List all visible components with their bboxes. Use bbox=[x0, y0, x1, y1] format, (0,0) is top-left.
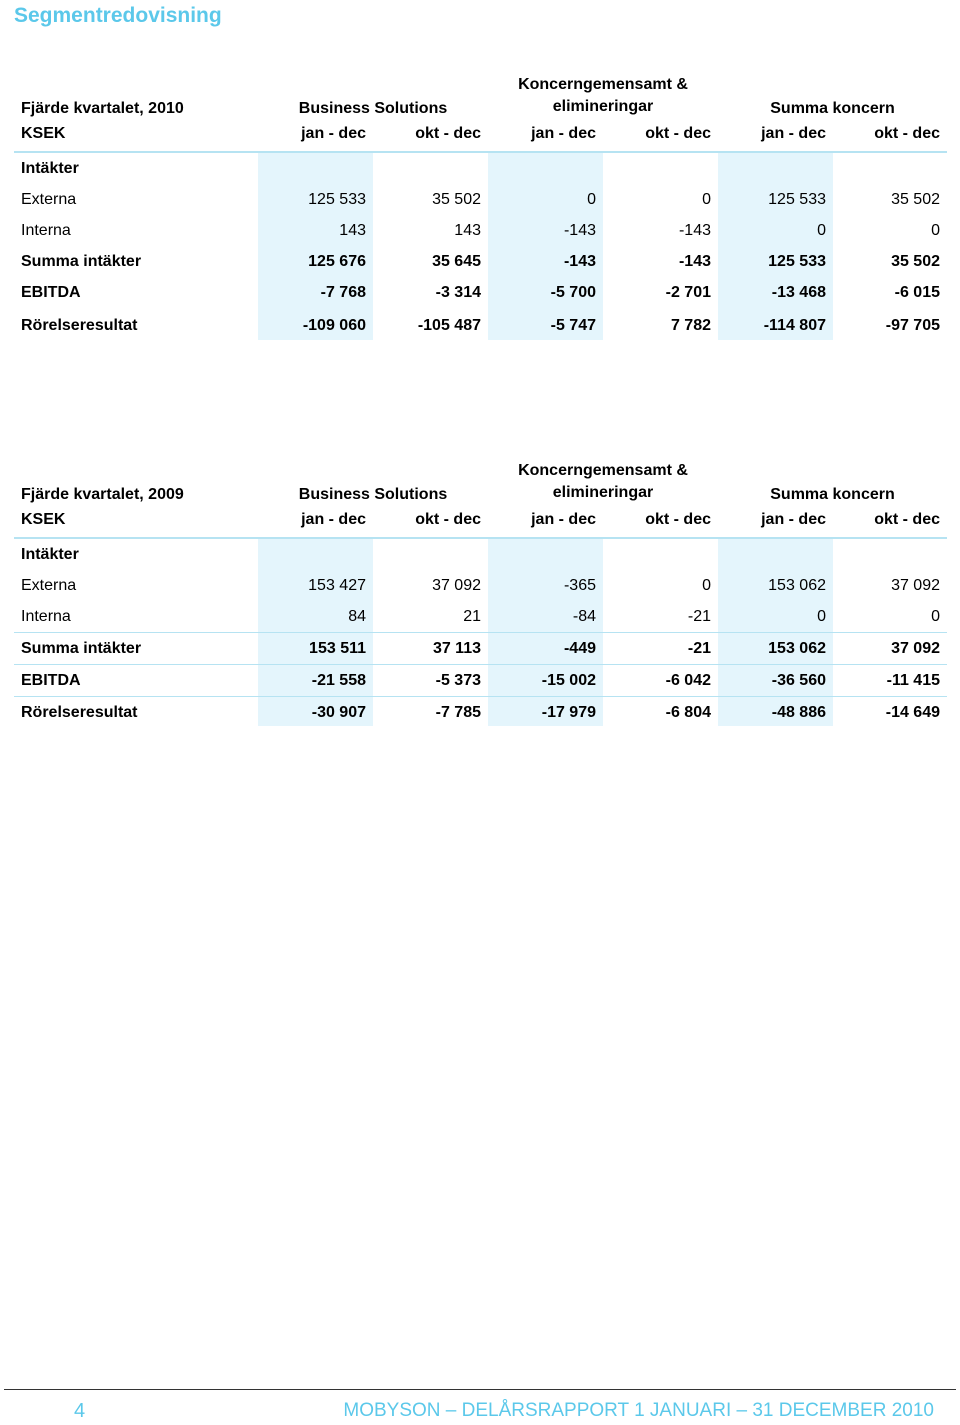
segment-table-2009 bbox=[14, 460, 947, 728]
col-header: okt - dec bbox=[415, 125, 481, 142]
cell-value: -36 560 bbox=[771, 672, 826, 689]
cell-value: -7 785 bbox=[435, 704, 481, 721]
cell-value: -84 bbox=[572, 608, 596, 625]
cell-value: 125 676 bbox=[308, 253, 366, 270]
cell-value: 125 533 bbox=[768, 253, 826, 270]
cell-value: 125 533 bbox=[308, 191, 366, 208]
table-row bbox=[14, 601, 947, 633]
col-header: jan - dec bbox=[301, 125, 366, 142]
cell-value: 0 bbox=[817, 608, 826, 625]
footer-page-number: 4 bbox=[74, 1400, 86, 1422]
row-label: Rörelseresultat bbox=[21, 704, 138, 721]
cell-value: -143 bbox=[678, 222, 711, 239]
cell-value: 143 bbox=[339, 222, 366, 239]
cell-value: 35 502 bbox=[891, 191, 940, 208]
cell-value: 37 092 bbox=[891, 577, 940, 594]
cell-value: -143 bbox=[678, 253, 711, 270]
cell-value: -6 015 bbox=[894, 284, 940, 301]
cell-value: 153 062 bbox=[768, 640, 826, 657]
cell-value: -21 bbox=[687, 608, 711, 625]
page-heading: Segmentredovisning bbox=[14, 4, 222, 27]
cell-value: 0 bbox=[931, 608, 940, 625]
cell-value: 125 533 bbox=[768, 191, 826, 208]
table-row bbox=[14, 277, 947, 308]
section-row bbox=[14, 153, 947, 184]
col-header: okt - dec bbox=[645, 125, 711, 142]
cell-value: -105 487 bbox=[417, 317, 481, 334]
col-header: jan - dec bbox=[761, 511, 826, 528]
segment-table-2010 bbox=[14, 74, 947, 341]
cell-value: 35 645 bbox=[432, 253, 481, 270]
col-header: jan - dec bbox=[761, 125, 826, 142]
cell-value: -21 bbox=[687, 640, 711, 657]
cell-value: 84 bbox=[348, 608, 366, 625]
group-summa-koncern: Summa koncern bbox=[770, 486, 895, 503]
cell-value: -2 701 bbox=[665, 284, 711, 301]
row-label: Summa intäkter bbox=[21, 640, 142, 657]
unit-label: KSEK bbox=[21, 511, 66, 528]
group-business-solutions: Business Solutions bbox=[298, 100, 448, 117]
cell-value: 153 062 bbox=[768, 577, 826, 594]
cell-value: -97 705 bbox=[885, 317, 940, 334]
group-business-solutions: Business Solutions bbox=[298, 486, 448, 503]
table-row bbox=[14, 570, 947, 601]
cell-value: -449 bbox=[563, 640, 596, 657]
cell-value: 0 bbox=[587, 191, 596, 208]
cell-value: 37 092 bbox=[891, 640, 940, 657]
period-label: Fjärde kvartalet, 2010 bbox=[21, 100, 184, 117]
table-row bbox=[14, 215, 947, 246]
row-label: Interna bbox=[21, 608, 71, 625]
cell-value: -13 468 bbox=[771, 284, 826, 301]
cell-value: -14 649 bbox=[885, 704, 940, 721]
section-label: Intäkter bbox=[21, 546, 79, 563]
row-label: Externa bbox=[21, 577, 77, 594]
col-header: okt - dec bbox=[415, 511, 481, 528]
col-header: jan - dec bbox=[531, 511, 596, 528]
column-header-row bbox=[14, 118, 947, 153]
cell-value: 0 bbox=[931, 222, 940, 239]
cell-value: -143 bbox=[563, 253, 596, 270]
cell-value: 35 502 bbox=[891, 253, 940, 270]
group-koncerngemensamt-line2: elimineringar bbox=[552, 484, 654, 501]
row-label: Rörelseresultat bbox=[21, 317, 138, 334]
group-koncerngemensamt-line1: Koncerngemensamt & bbox=[518, 76, 688, 93]
group-header-row bbox=[14, 460, 947, 504]
section-label: Intäkter bbox=[21, 160, 79, 177]
cell-value: 37 113 bbox=[432, 640, 481, 657]
col-header: okt - dec bbox=[874, 511, 940, 528]
group-koncerngemensamt bbox=[488, 74, 718, 118]
group-koncerngemensamt bbox=[488, 460, 718, 504]
cell-value: -109 060 bbox=[302, 317, 366, 334]
table-row bbox=[14, 310, 947, 341]
group-koncerngemensamt-line1: Koncerngemensamt & bbox=[518, 462, 688, 479]
row-label: Summa intäkter bbox=[21, 253, 142, 270]
table-row bbox=[14, 246, 947, 277]
cell-value: 0 bbox=[702, 577, 711, 594]
col-header: okt - dec bbox=[645, 511, 711, 528]
row-label: Externa bbox=[21, 191, 77, 208]
cell-value: 0 bbox=[817, 222, 826, 239]
unit-label: KSEK bbox=[21, 125, 66, 142]
cell-value: -365 bbox=[563, 577, 596, 594]
row-label: EBITDA bbox=[21, 284, 81, 301]
cell-value: -21 558 bbox=[311, 672, 366, 689]
table-row bbox=[14, 184, 947, 215]
cell-value: 143 bbox=[454, 222, 481, 239]
cell-value: 153 427 bbox=[308, 577, 366, 594]
cell-value: -143 bbox=[563, 222, 596, 239]
cell-value: 0 bbox=[702, 191, 711, 208]
footer-title: MOBYSON – DELÅRSRAPPORT 1 JANUARI – 31 DECEMBER 2010 bbox=[343, 1400, 934, 1421]
period-label: Fjärde kvartalet, 2009 bbox=[21, 486, 184, 503]
cell-value: 153 511 bbox=[309, 640, 366, 657]
cell-value: -7 768 bbox=[320, 284, 366, 301]
table-row bbox=[14, 697, 947, 728]
group-summa-koncern: Summa koncern bbox=[770, 100, 895, 117]
cell-value: -6 042 bbox=[665, 672, 711, 689]
cell-value: -5 700 bbox=[550, 284, 596, 301]
cell-value: 7 782 bbox=[670, 317, 711, 334]
cell-value: -5 373 bbox=[435, 672, 481, 689]
cell-value: -15 002 bbox=[541, 672, 596, 689]
row-label: Interna bbox=[21, 222, 71, 239]
cell-value: -11 415 bbox=[886, 672, 940, 689]
section-row bbox=[14, 539, 947, 570]
group-koncerngemensamt-line2: elimineringar bbox=[552, 98, 654, 115]
table-row bbox=[14, 633, 947, 665]
cell-value: -114 807 bbox=[763, 317, 826, 334]
cell-value: 21 bbox=[463, 608, 481, 625]
col-header: jan - dec bbox=[301, 511, 366, 528]
cell-value: -30 907 bbox=[311, 704, 366, 721]
col-header: jan - dec bbox=[531, 125, 596, 142]
column-header-row bbox=[14, 504, 947, 539]
cell-value: -48 886 bbox=[771, 704, 826, 721]
cell-value: -5 747 bbox=[550, 317, 596, 334]
group-header-row bbox=[14, 74, 947, 118]
cell-value: 35 502 bbox=[432, 191, 481, 208]
cell-value: -17 979 bbox=[541, 704, 596, 721]
cell-value: 37 092 bbox=[432, 577, 481, 594]
cell-value: -3 314 bbox=[435, 284, 481, 301]
cell-value: -6 804 bbox=[665, 704, 711, 721]
row-label: EBITDA bbox=[21, 672, 81, 689]
footer-rule bbox=[4, 1389, 956, 1390]
col-header: okt - dec bbox=[874, 125, 940, 142]
table-row bbox=[14, 665, 947, 697]
